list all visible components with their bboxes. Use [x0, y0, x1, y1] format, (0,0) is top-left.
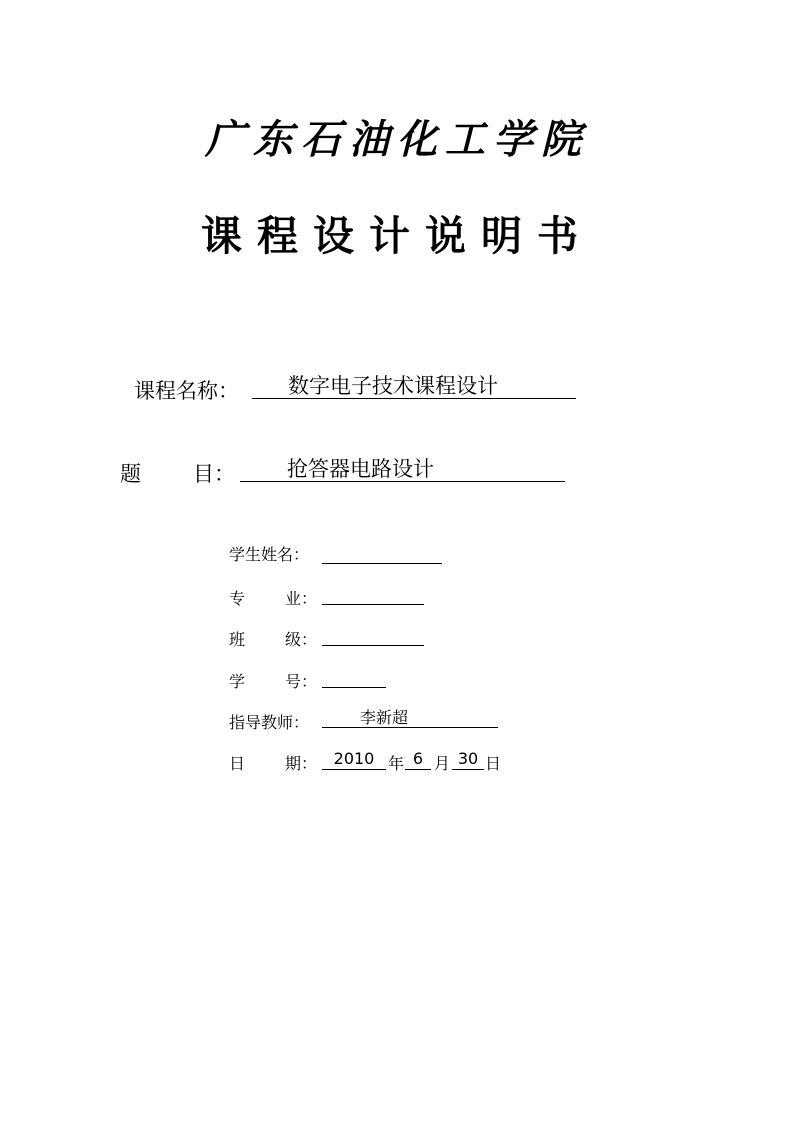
- date-year-unit: 年: [388, 754, 405, 773]
- student-name-label: 学生姓名：: [229, 545, 310, 564]
- date-label-part2: 期：: [285, 754, 318, 773]
- date-month-unit: 月: [434, 754, 451, 773]
- topic-label-part1: 题: [120, 462, 141, 486]
- topic-value: 抢答器电路设计: [240, 456, 565, 482]
- topic-label-part2: 目：: [193, 462, 235, 486]
- student-id-label-part1: 学: [229, 672, 246, 691]
- class-label-part2: 级：: [285, 630, 318, 649]
- date-year-value: 2010: [322, 749, 386, 770]
- course-name-label: 课程名称：: [134, 379, 239, 403]
- major-field: [322, 584, 424, 605]
- class-label-part1: 班: [229, 630, 246, 649]
- advisor-label: 指导教师：: [229, 713, 310, 732]
- major-label-part1: 专: [229, 589, 246, 608]
- document-title: 课程设计说明书: [201, 212, 593, 260]
- school-name: 广东石油化工学院: [205, 116, 589, 163]
- major-label-part2: 业：: [285, 589, 318, 608]
- date-month-value: 6: [405, 749, 431, 770]
- date-day-unit: 日: [485, 754, 502, 773]
- class-field: [322, 625, 424, 646]
- student-id-label-part2: 号：: [285, 672, 318, 691]
- date-label-part1: 日: [229, 754, 246, 773]
- course-name-value: 数字电子技术课程设计: [252, 373, 576, 399]
- student-id-field: [322, 667, 386, 688]
- date-day-value: 30: [452, 749, 484, 770]
- student-name-field: [322, 543, 442, 564]
- advisor-value: 李新超: [322, 708, 498, 728]
